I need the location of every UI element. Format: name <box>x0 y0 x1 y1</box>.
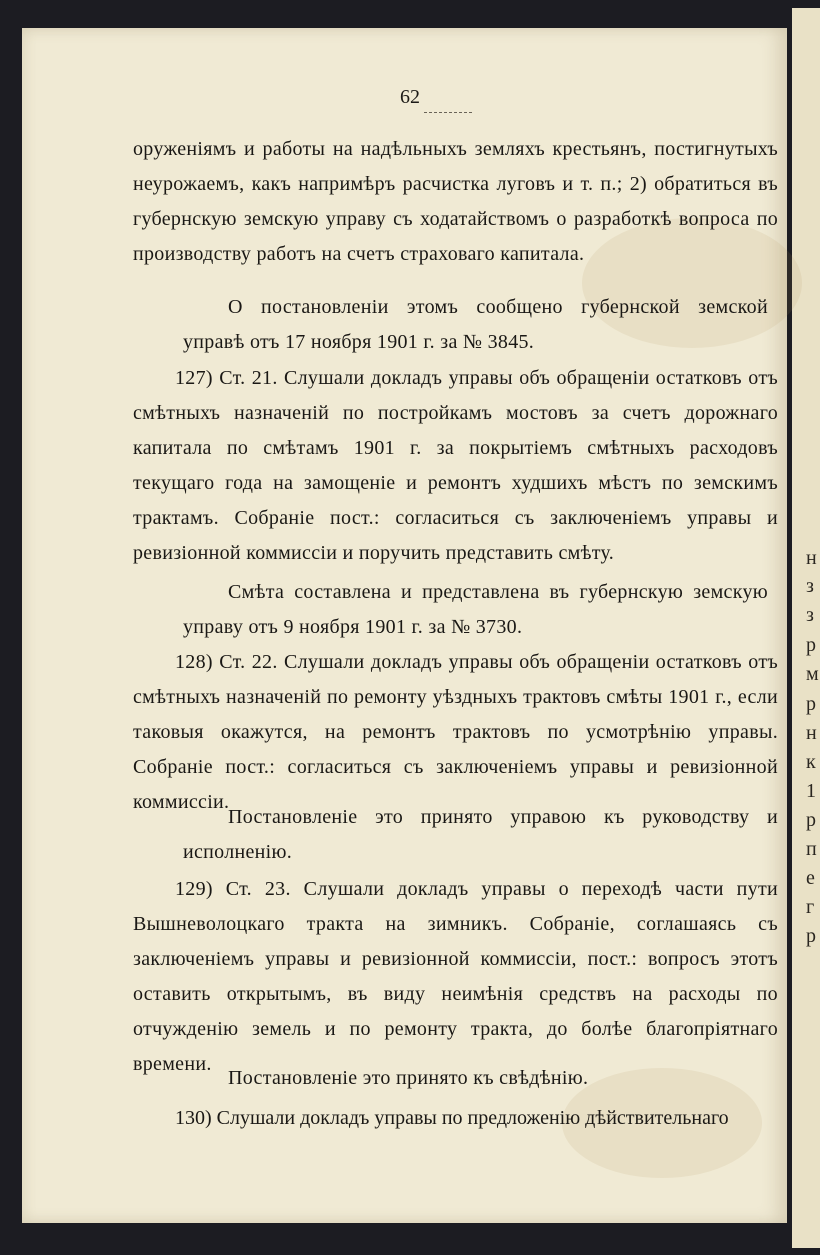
note-paragraph: Смѣта составлена и представлена въ губернскую земскую управу отъ 9 ноября 1901 г. за № 3730. <box>183 581 768 638</box>
adjacent-page-fragment: е <box>806 867 815 889</box>
adjacent-page-fragment: р <box>806 925 816 947</box>
paragraph-129: 129) Ст. 23. Слушали докладъ управы о переходѣ части пути Вышневолоцкаго тракта на зимникъ. Собраніе, соглашаясь съ заключеніемъ управы и ревизіонной коммиссіи, пост.: вопросъ этотъ оставить открытымъ, въ виду неимѣнія средствъ на расходы по отчужденію земель и по ремонту тракта, до болѣе благопріятнаго времени. <box>133 878 778 1075</box>
note-paragraph: О постановленіи этомъ сообщено губернской земской управѣ отъ 17 ноября 1901 г. за № 3845. <box>183 296 768 353</box>
adjacent-page-fragment: г <box>806 896 815 918</box>
adjacent-page-edge <box>792 8 820 1248</box>
paragraph-127: 127) Ст. 21. Слушали докладъ управы объ обращеніи остатковъ отъ смѣтныхъ назначеній по постройкамъ мостовъ за счетъ дорожнаго капитала по смѣтамъ 1901 г. за покрытіемъ смѣтныхъ расходовъ текущаго года на замощеніе и ремонтъ худшихъ мѣстъ по земскимъ трактамъ. Собраніе пост.: согласиться съ заключеніемъ управы и ревизіонной коммиссіи и поручить представить смѣту. <box>133 367 778 564</box>
adjacent-page-fragment: п <box>806 838 817 860</box>
page-number-underline <box>424 112 472 113</box>
adjacent-page-fragment: к <box>806 751 816 773</box>
note-paragraph: Постановленіе это принято управою къ руководству и исполненію. <box>183 806 778 863</box>
adjacent-page-fragment: н <box>806 722 817 744</box>
page-number: 62 <box>400 86 420 108</box>
adjacent-page-fragment: р <box>806 809 816 831</box>
note-paragraph: Постановленіе это принято къ свѣдѣнію. <box>228 1067 589 1089</box>
adjacent-page-fragment: р <box>806 634 816 656</box>
paragraph-130: 130) Слушали докладъ управы по предложенію дѣйствительнаго <box>175 1107 729 1129</box>
adjacent-page-fragment: 1 <box>806 780 816 802</box>
paragraph-continuation: оруженіямъ и работы на надѣльныхъ земляхъ крестьянъ, постигнутыхъ неурожаемъ, какъ напримѣръ расчистка луговъ и т. п.; 2) обратиться въ губернскую земскую управу съ ходатайствомъ о разработкѣ вопроса по производству работъ на счетъ страховаго капитала. <box>133 138 778 265</box>
adjacent-page-fragment: р <box>806 693 816 715</box>
adjacent-page-fragment: з <box>806 575 814 597</box>
adjacent-page-fragment: з <box>806 604 814 626</box>
adjacent-page-fragment: н <box>806 547 817 569</box>
adjacent-page-fragment: м <box>806 663 819 685</box>
paragraph-128: 128) Ст. 22. Слушали докладъ управы объ обращеніи остатковъ отъ смѣтныхъ назначеній по ремонту уѣздныхъ трактовъ смѣты 1901 г., если таковыя окажутся, на ремонтъ трактовъ по усмотрѣнію управы. Собраніе пост.: согласиться съ заключеніемъ управы и ревизіонной коммиссіи. <box>133 651 778 813</box>
